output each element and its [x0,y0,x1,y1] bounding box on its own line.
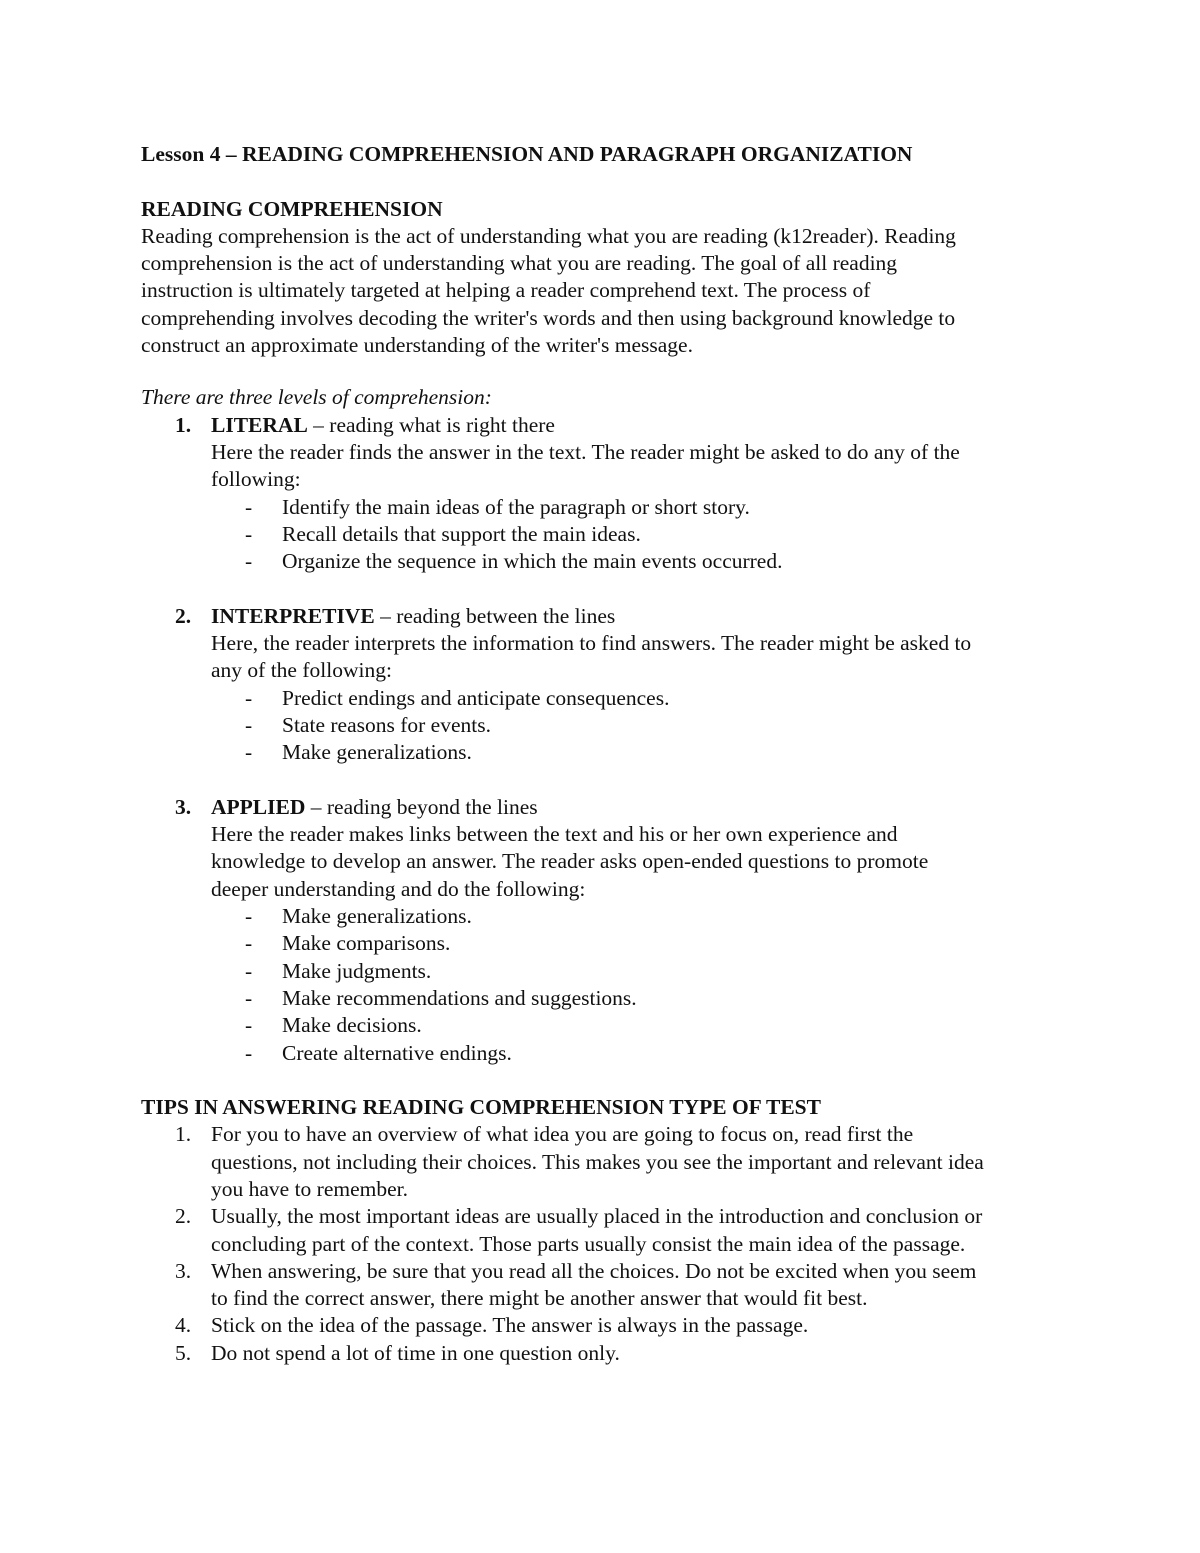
list-item [141,1012,1071,1039]
list-item [141,958,1071,985]
level-name: APPLIED [211,794,306,819]
list-item [141,1040,1071,1067]
list-item [141,930,1071,957]
level-tagline: – reading what is right there [307,412,555,437]
level-number: 3. [175,794,192,819]
tip-line: questions, not including their choices. This makes you see the important and relevant idea [211,1149,984,1174]
list-item [141,903,1071,930]
list-item-text: Make generalizations. [282,904,472,929]
level-interpretive [141,603,1071,685]
lesson-prefix: Lesson 4 – [141,142,242,166]
dash-bullet: - [245,740,253,765]
list-item-text: Create alternative endings. [282,1040,512,1065]
level-desc-line: any of the following: [211,658,392,683]
level-desc-line: Here the reader finds the answer in the text. The reader might be asked to do any of the [211,439,960,464]
tip-number: 4. [175,1313,192,1338]
level-desc-line: Here the reader makes links between the text and his or her own experience and [211,822,898,847]
tip-line: When answering, be sure that you read all the choices. Do not be excited when you seem [211,1258,977,1283]
dash-bullet: - [245,985,253,1010]
list-item-text: Make judgments. [282,958,432,983]
document-page [141,141,1071,1367]
dash-bullet: - [245,685,253,710]
level-name: INTERPRETIVE [211,603,375,628]
list-item [141,985,1071,1012]
list-item-text: State reasons for events. [282,712,491,737]
level-desc-line: following: [211,467,301,492]
intro-line: construct an approximate understanding of the writer's message. [141,333,693,358]
dash-bullet: - [245,904,253,929]
tip-line: Do not spend a lot of time in one question only. [211,1340,620,1365]
dash-bullet: - [245,494,253,519]
level-applied [141,794,1071,903]
tip-number: 2. [175,1204,192,1229]
level-literal [141,412,1071,494]
dash-bullet: - [245,1013,253,1038]
tip-item [141,1258,1071,1313]
list-item [141,739,1071,766]
level-tagline: – reading between the lines [374,603,616,628]
list-item [141,521,1071,548]
tip-line: to find the correct answer, there might be another answer that would fit best. [211,1286,868,1311]
dash-bullet: - [245,521,253,546]
lesson-title [141,141,1071,168]
tip-line: Stick on the idea of the passage. The answer is always in the passage. [211,1313,809,1338]
tip-number: 3. [175,1258,192,1283]
list-item-text: Recall details that support the main ideas. [282,521,641,546]
dash-bullet: - [245,549,253,574]
tip-item [141,1312,1071,1339]
level-desc-line: Here, the reader interprets the information to find answers. The reader might be asked to [211,631,972,656]
list-item [141,712,1071,739]
levels-intro: There are three levels of comprehension: [141,385,492,410]
list-item-text: Make generalizations. [282,740,472,765]
dash-bullet: - [245,958,253,983]
intro-line: comprehension is the act of understanding what you are reading. The goal of all reading [141,251,898,276]
dash-bullet: - [245,931,253,956]
tip-line: you have to remember. [211,1176,409,1201]
list-item-text: Make comparisons. [282,931,451,956]
level-number: 2. [175,603,192,628]
level-number: 1. [175,412,192,437]
list-item-text: Organize the sequence in which the main events occurred. [282,549,783,574]
tip-item [141,1203,1071,1258]
intro-line: instruction is ultimately targeted at helping a reader comprehend text. The process of [141,278,871,303]
level-tagline: – reading beyond the lines [305,794,538,819]
lesson-title-text: READING COMPREHENSION AND PARAGRAPH ORGANIZATION [241,142,913,166]
list-item-text: Predict endings and anticipate consequences. [282,685,670,710]
tip-item [141,1121,1071,1203]
level-name: LITERAL [211,412,308,437]
level-desc-line: knowledge to develop an answer. The reader asks open-ended questions to promote [211,849,929,874]
section-heading-tips: TIPS IN ANSWERING READING COMPREHENSION TYPE OF TEST [141,1095,821,1120]
tip-number: 5. [175,1340,192,1365]
tip-line: Usually, the most important ideas are usually placed in the introduction and conclusion or [211,1204,983,1229]
tip-item [141,1340,1071,1367]
list-item [141,548,1071,575]
dash-bullet: - [245,1040,253,1065]
list-item-text: Identify the main ideas of the paragraph or short story. [282,494,750,519]
list-item-text: Make decisions. [282,1013,422,1038]
list-item [141,685,1071,712]
tip-line: concluding part of the context. Those parts usually consist the main idea of the passage. [211,1231,966,1256]
dash-bullet: - [245,712,253,737]
tip-line: For you to have an overview of what idea you are going to focus on, read first the [211,1122,914,1147]
level-desc-line: deeper understanding and do the following: [211,876,586,901]
list-item-text: Make recommendations and suggestions. [282,985,637,1010]
section-heading-reading-comprehension: READING COMPREHENSION [141,196,443,221]
intro-line: Reading comprehension is the act of understanding what you are reading (k12reader). Reading [141,223,956,248]
intro-line: comprehending involves decoding the writer's words and then using background knowledge to [141,305,956,330]
tip-number: 1. [175,1122,192,1147]
list-item [141,494,1071,521]
